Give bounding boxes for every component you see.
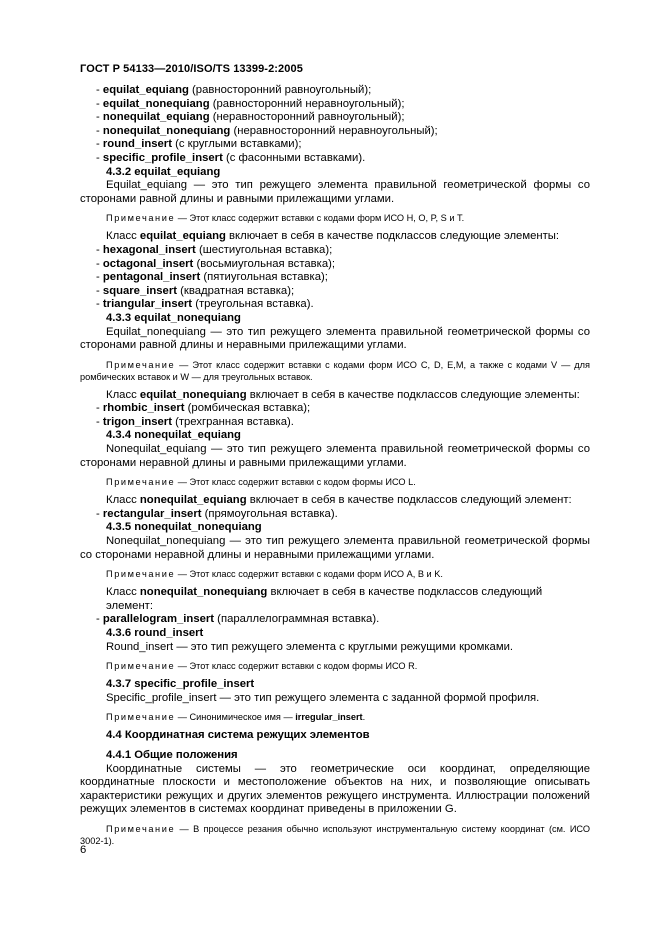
section-heading-4-3-5: 4.3.5 nonequilat_nonequiang [106,521,262,534]
definition-paragraph: Nonequilat_equiang — это тип режущего элемента правильной геометрической формы со сторонами неравной длины и равными прилежащими углами. [80,443,590,469]
list-item: - pentagonal_insert (пятиугольная вставка); [96,271,328,284]
section-heading-4-4: 4.4 Координатная система режущих элементов [106,729,370,742]
section-heading-4-3-6: 4.3.6 round_insert [106,627,204,639]
list-item: - rectangular_insert (прямоугольная вставка). [96,507,338,520]
note: Примечание — Этот класс содержит вставки с кодом формы ИСО R. [106,661,418,672]
definition-paragraph: Specific_profile_insert — это тип режущего элемента с заданной формой профиля. [106,691,540,704]
list-item: - equilat_equiang (равносторонний равноугольный); [96,84,372,96]
section-heading-4-3-7: 4.3.7 specific_profile_insert [106,678,255,691]
list-item: - nonequilat_equiang (неравносторонний равноугольный); [96,111,405,124]
note: Примечание — Этот класс содержит вставки с кодами форм ИСО C, D, E,M, а также с кодами V — для ромбических вставок и W — для треугольных вставок. [80,359,590,382]
list-item: - round_insert (с круглыми вставками); [96,138,302,151]
list-item: - hexagonal_insert (шестиугольная вставка); [96,243,333,256]
class-paragraph: Класс nonequilat_equiang включает в себя в качестве подклассов следующий элемент: [106,494,572,507]
list-item: - trigon_insert (трехгранная вставка). [96,415,294,428]
list-item: - specific_profile_insert (с фасонными вставками). [96,151,366,164]
list-item: - parallelogram_insert (параллелограммная вставка). [96,613,380,626]
note: Примечание — Синонимическое имя — irregular_insert. [106,712,366,723]
section-heading-4-3-3: 4.3.3 equilat_nonequiang [106,311,241,324]
definition-paragraph: Round_insert — это тип режущего элемента с круглыми режущими кромками. [106,640,514,653]
note: Примечание — Этот класс содержит вставки с кодами форм ИСО H, O, P, S и T. [106,213,465,224]
document-body [80,84,590,847]
page-number: 6 [80,844,87,856]
class-paragraph: Класс nonequilat_nonequiang включает в себя в качестве подклассов следующий элемент: [106,586,543,612]
class-paragraph: Класс equilat_equiang включает в себя в качестве подклассов следующие элементы: [106,230,560,243]
definition-paragraph: Equilat_nonequiang — это тип режущего элемента правильной геометрической формы со сторонами равной длины и неравными прилежащими углами. [80,325,590,352]
class-paragraph: Класс equilat_nonequiang включает в себя в качестве подклассов следующие элементы: [106,388,580,401]
list-item: - nonequilat_nonequiang (неравносторонний неравноугольный); [96,124,438,137]
definition-paragraph: Equilat_equiang — это тип режущего элемента правильной геометрической формы со сторонами равной длины и равными прилежащими углами. [80,179,590,205]
list-item: - triangular_insert (треугольная вставка). [96,298,314,311]
list-item: - rhombic_insert (ромбическая вставка); [96,402,311,415]
list-item: - octagonal_insert (восьмиугольная вставка); [96,257,336,270]
page-header: ГОСТ Р 54133—2010/ISO/TS 13399-2:2005 [80,63,303,75]
note: Примечание — Этот класс содержит вставки с кодом формы ИСО L. [106,477,416,488]
section-heading-4-4-1: 4.4.1 Общие положения [106,748,238,761]
definition-paragraph: Координатные системы — это геометрические оси координат, определяющие координатные плоскости и местоположение объектов на них, и позволяющие описывать характеристики режущих и других элементов режущего инструмента. Иллюстрации положений режущих элементов в системах координат приведены в приложении G. [80,762,590,816]
section-heading-4-3-2: 4.3.2 equilat_equiang [106,165,221,178]
definition-paragraph: Nonequilat_nonequiang — это тип режущего элемента правильной геометрической формы со сторонами неравной длины и неравными прилежащими углами. [80,535,590,561]
note: Примечание — Этот класс содержит вставки с кодами форм ИСО A, B и K. [106,569,443,580]
note: Примечание — В процессе резания обычно используют инструментальную систему координат (см. ИСО 3002-1). [80,823,590,846]
section-heading-4-3-4: 4.3.4 nonequilat_equiang [106,429,241,442]
list-item: - square_insert (квадратная вставка); [96,284,295,297]
list-item: - equilat_nonequiang (равносторонний неравноугольный); [96,97,405,110]
